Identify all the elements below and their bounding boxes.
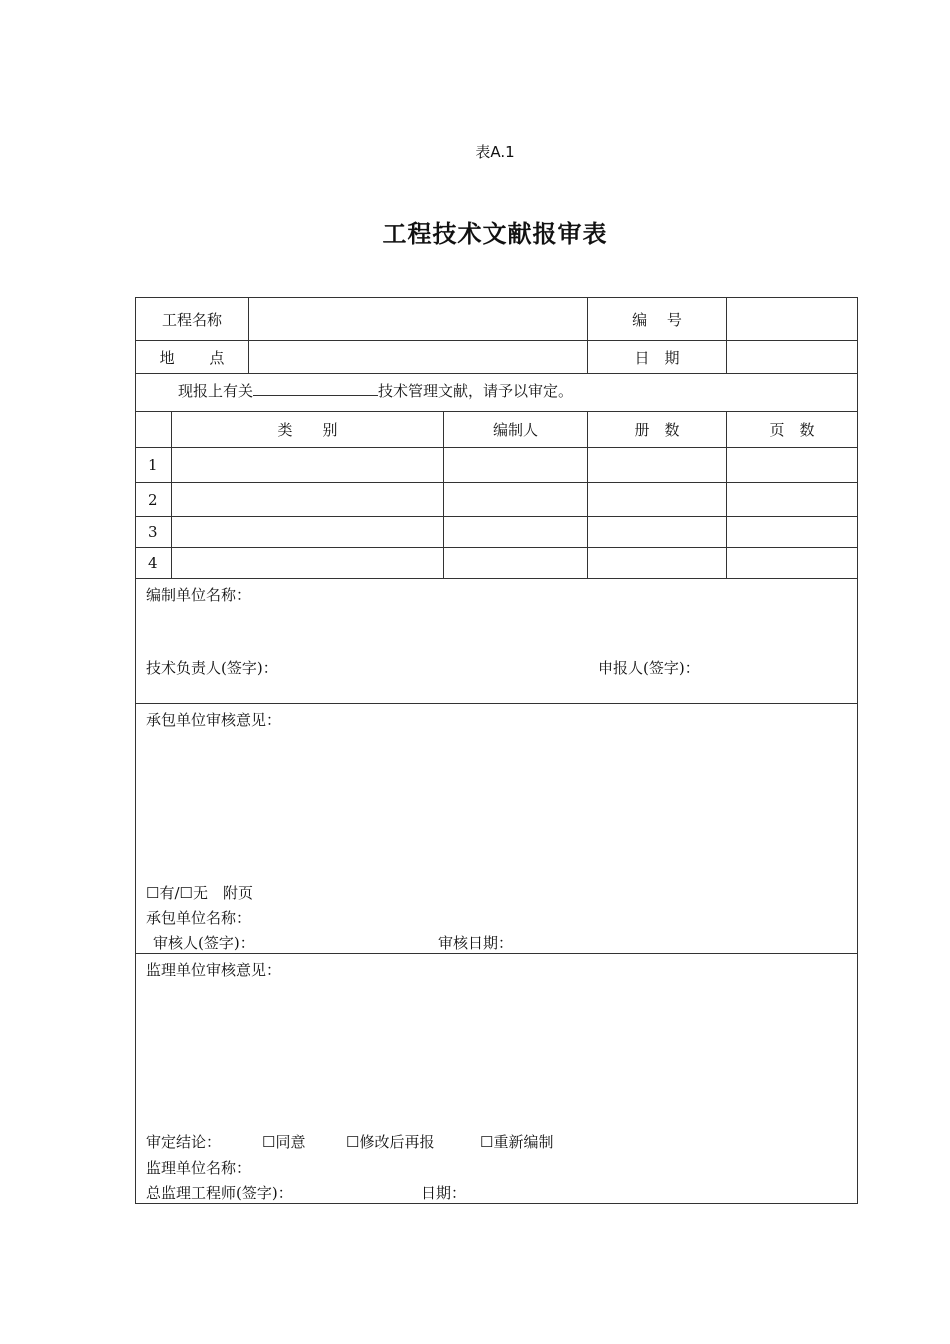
table-row xyxy=(136,448,858,483)
project-name-row xyxy=(136,298,858,341)
col-pages: 页 数 xyxy=(727,412,858,448)
reviewer-sign-label: 审核人(签字)： xyxy=(153,934,255,952)
date-field[interactable] xyxy=(727,341,858,374)
chief-engineer-sign-label: 总监理工程师(签字)： xyxy=(146,1184,293,1202)
review-form-table xyxy=(135,297,858,1204)
date-label: 日 期 xyxy=(588,341,727,374)
column-header-row xyxy=(136,412,858,448)
location-field[interactable] xyxy=(249,341,588,374)
attachment-checkbox-text[interactable]: ☐有/☐无 附页 xyxy=(146,884,253,902)
agree-option[interactable]: ☐同意 xyxy=(262,1133,306,1151)
applicant-sign-label: 申报人(签字)： xyxy=(598,659,700,677)
review-date-label: 审核日期： xyxy=(438,934,514,952)
index-header xyxy=(136,412,172,448)
table-row xyxy=(136,483,858,517)
supervisor-unit-label: 监理单位名称： xyxy=(146,1159,252,1177)
intro-row xyxy=(136,374,858,412)
volumes-cell[interactable] xyxy=(588,483,727,517)
pages-cell[interactable] xyxy=(727,483,858,517)
number-field[interactable] xyxy=(727,298,858,341)
intro-before: 现报上有关 xyxy=(178,382,254,400)
intro-after: 技术管理文献，请予以审定。 xyxy=(378,382,574,400)
supervisor-block[interactable] xyxy=(136,954,858,1204)
row-index: 2 xyxy=(136,483,172,517)
supervisor-section xyxy=(136,954,858,1204)
supervisor-opinion-label: 监理单位审核意见： xyxy=(146,961,282,979)
project-name-field[interactable] xyxy=(249,298,588,341)
contractor-section xyxy=(136,704,858,954)
volumes-cell[interactable] xyxy=(588,548,727,579)
contractor-block[interactable] xyxy=(136,704,858,954)
intro-blank-field[interactable] xyxy=(253,381,378,396)
compiler-cell[interactable] xyxy=(444,483,588,517)
redo-option[interactable]: ☐重新编制 xyxy=(480,1133,554,1151)
pages-cell[interactable] xyxy=(727,548,858,579)
location-row xyxy=(136,341,858,374)
project-name-label: 工程名称 xyxy=(136,298,249,341)
form-title: 工程技术文献报审表 xyxy=(382,220,608,248)
contractor-unit-label: 承包单位名称： xyxy=(146,909,252,927)
compile-block[interactable] xyxy=(136,579,858,704)
supervisor-date-label: 日期： xyxy=(421,1184,467,1202)
compiler-cell[interactable] xyxy=(444,548,588,579)
contractor-opinion-label: 承包单位审核意见： xyxy=(146,711,282,729)
location-label: 地 点 xyxy=(136,341,249,374)
conclusion-label: 审定结论： xyxy=(146,1133,222,1151)
tech-lead-sign-label: 技术负责人(签字)： xyxy=(146,659,278,677)
pages-cell[interactable] xyxy=(727,448,858,483)
category-cell[interactable] xyxy=(172,483,444,517)
revise-option[interactable]: ☐修改后再报 xyxy=(346,1133,435,1151)
pages-cell[interactable] xyxy=(727,517,858,548)
table-row xyxy=(136,517,858,548)
intro-text xyxy=(136,374,858,412)
row-index: 1 xyxy=(136,448,172,483)
volumes-cell[interactable] xyxy=(588,517,727,548)
table-row xyxy=(136,548,858,579)
number-label: 编 号 xyxy=(588,298,727,341)
category-cell[interactable] xyxy=(172,517,444,548)
col-category: 类 别 xyxy=(172,412,444,448)
col-volumes: 册 数 xyxy=(588,412,727,448)
compile-unit-label: 编制单位名称： xyxy=(146,586,252,604)
row-index: 4 xyxy=(136,548,172,579)
compile-section xyxy=(136,579,858,704)
col-compiler: 编制人 xyxy=(444,412,588,448)
compiler-cell[interactable] xyxy=(444,448,588,483)
table-number: 表A.1 xyxy=(475,143,515,161)
row-index: 3 xyxy=(136,517,172,548)
category-cell[interactable] xyxy=(172,448,444,483)
compiler-cell[interactable] xyxy=(444,517,588,548)
category-cell[interactable] xyxy=(172,548,444,579)
volumes-cell[interactable] xyxy=(588,448,727,483)
